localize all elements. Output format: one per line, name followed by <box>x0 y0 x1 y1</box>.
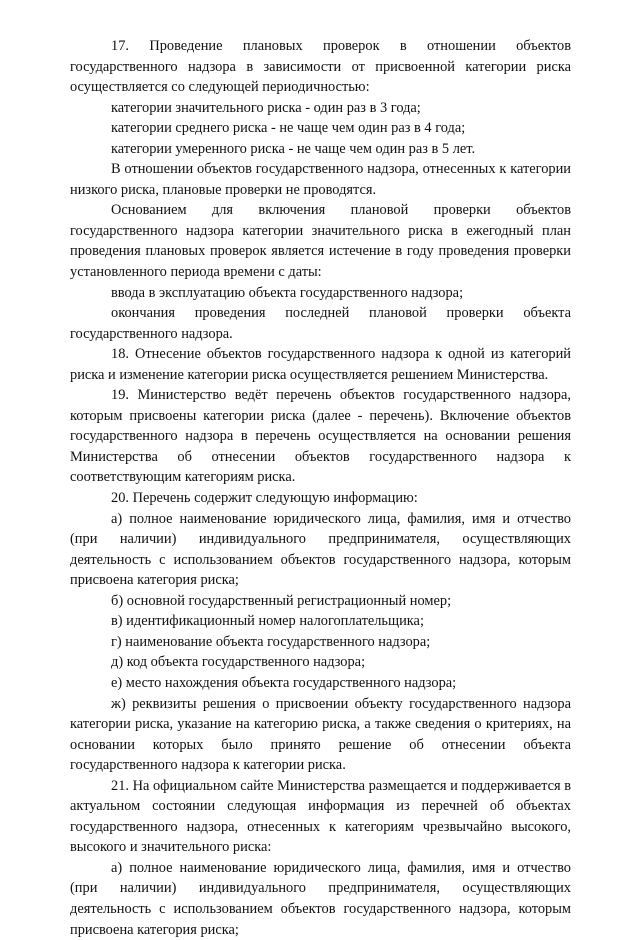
list-item-21a: а) полное наименование юридического лица, фамилия, имя и отчество (при наличии) индивидуального предпринимателя, осуществляющих деятельность с использованием объектов государственного надзора, которым присвоена категория риска; <box>70 859 571 938</box>
paragraph-19: 19. Министерство ведёт перечень объектов государственного надзора, которым присвоены категории риска (далее - перечень). Включение объектов государственного надзора в перечень осуществляется на основании решения Министерства об отнесении объектов государственного надзора к соответствующим категориям риска. <box>70 387 571 486</box>
list-item-20d: д) код объекта государственного надзора; <box>111 654 366 671</box>
list-item-20v: в) идентификационный номер налогоплательщика; <box>111 613 424 630</box>
paragraph-20: 20. Перечень содержит следующую информацию: <box>111 490 418 507</box>
list-item-20zh: ж) реквизиты решения о присвоении объекту государственного надзора категории риска, указание на категорию риска, а также сведения о критериях, на основании которых было принято решение об отнесении объекта государственного надзора к категории риска. <box>70 695 571 774</box>
list-item-20e: е) место нахождения объекта государственного надзора; <box>111 674 457 691</box>
list-item-medium-risk: категории среднего риска - не чаще чем один раз в 4 года; <box>111 120 466 137</box>
list-item-last-inspection: окончания проведения последней плановой проверки объекта государственного надзора. <box>70 305 571 342</box>
paragraph-21: 21. На официальном сайте Министерства размещается и поддерживается в актуальном состоянии следующая информация из перечней об объектах государственного надзора, отнесенных к категориям чрезвычайно высокого, высокого и значительного риска: <box>70 777 571 856</box>
paragraph-18: 18. Отнесение объектов государственного надзора к одной из категорий риска и изменение категории риска осуществляется решением Министерства. <box>70 346 571 383</box>
list-item-significant-risk: категории значительного риска - один раз в 3 года; <box>111 99 421 116</box>
list-item-20g: г) наименование объекта государственного надзора; <box>111 633 431 650</box>
list-item-moderate-risk: категории умеренного риска - не чаще чем один раз в 5 лет. <box>111 140 476 157</box>
list-item-20a: а) полное наименование юридического лица, фамилия, имя и отчество (при наличии) индивидуального предпринимателя, осуществляющих деятельность с использованием объектов государственного надзора, которым присвоена категория риска; <box>70 510 571 589</box>
paragraph-17: 17. Проведение плановых проверок в отношении объектов государственного надзора в зависимости от присвоенной категории риска осуществляется со следующей периодичностью: <box>70 38 571 96</box>
paragraph-basis: Основанием для включения плановой проверки объектов государственного надзора категории значительного риска в ежегодный план проведения плановых проверок является истечение в году проведения проверки установленного периода времени с даты: <box>70 202 571 281</box>
paragraph-low-risk: В отношении объектов государственного надзора, отнесенных к категории низкого риска, плановые проверки не проводятся. <box>70 161 571 198</box>
list-item-commissioning: ввода в эксплуатацию объекта государственного надзора; <box>111 284 464 301</box>
list-item-20b: б) основной государственный регистрационный номер; <box>111 592 452 609</box>
